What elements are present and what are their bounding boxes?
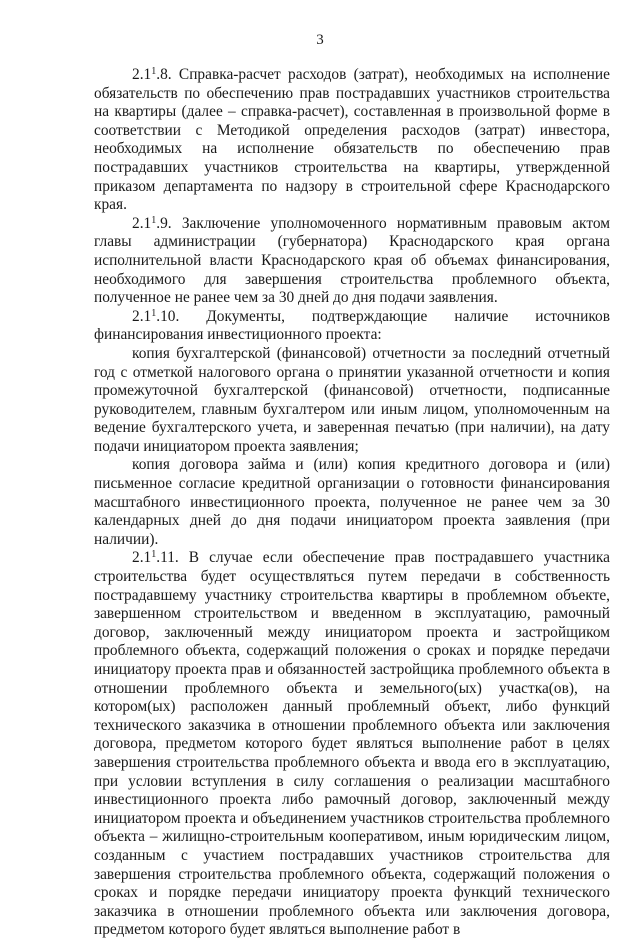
- page-number: 3: [316, 32, 324, 48]
- paragraph: [94, 456, 610, 549]
- paragraph-text: В случае если обеспечение прав пострадавшего участника строительства будет осуществляться путем передачи в собственность пострадавшему участнику строительства квартиры в проблемном объекте, завершенном строительством и введенном в эксплуатацию, рамочный договор, заключенный между инициатором проекта и застройщиком проблемного объекта, содержащий положения о сроках и порядке передачи инициатору проекта прав и обязанностей застройщика проблемного объекта в отношении проблемного объекта и земельного(ых) участка(ов), на котором(ых) расположен данный проблемный объект, либо функций технического заказчика в отношении проблемного объекта или заключения договора, предметом которого будет являться выполнение работ в целях завершения строительства проблемного объекта и ввода его в эксплуатацию, при условии вступления в силу соглашения о реализации масштабного инвестиционного проекта либо рамочный договор, заключенный между инициатором проекта и объединением участников строительства проблемного объекта – жилищно-строительным кооперативом, иным юридическим лицом, созданным с участием пострадавших участников строительства для завершения строительства проблемного объекта, содержащий положения о сроках и порядке передачи инициатору проекта функций технического заказчика в отношении проблемного объекта или заключения договора, предметом которого будет являться выполнение работ в: [94, 549, 610, 939]
- paragraph-text: Заключение уполномоченного нормативным правовым актом главы администрации (губернатора) Краснодарского края органа исполнительной власти Краснодарского края об объемах финансирования, необходимого для завершения строительства проблемного объекта, полученное не ранее чем за 30 дней до дня подачи заявления.: [94, 214, 610, 307]
- paragraph-text: Справка-расчет расходов (затрат), необходимых на исполнение обязательств по обеспечению прав пострадавших участников строительства на квартиры (далее – справка-расчет), составленная в произвольной форме в соответствии с Методикой определения расходов (затрат) инвестора, необходимых на исполнение обязательств по обеспечению прав пострадавших участников строительства на квартиры, утвержденной приказом департамента по надзору в строительной сфере Краснодарского края.: [94, 66, 610, 214]
- clause-suffix: .11.: [156, 549, 179, 567]
- clause-superscript: 1: [151, 66, 157, 77]
- paragraph: [94, 345, 610, 457]
- clause-superscript: 1: [151, 549, 157, 561]
- clause-superscript: 1: [151, 214, 157, 226]
- clause-number: 2.1: [132, 66, 152, 83]
- paragraph-text: копия бухгалтерской (финансовой) отчетности за последний отчетный год с отметкой налогового органа о принятии указанной отчетности и копия промежуточной бухгалтерской (финансовой) отчетности, подписанные руководителем, главным бухгалтером или иным лицом, уполномоченным на ведение бухгалтерского учета, и заверенная печатью (при наличии), на дату подачи инициатором проекта заявления;: [94, 344, 610, 455]
- paragraph: [94, 215, 610, 308]
- clause-number: 2.1: [132, 549, 152, 567]
- paragraph-text: копия договора займа и (или) копия кредитного договора и (или) письменное согласие кредитной организации о готовности финансирования масштабного инвестиционного проекта, полученное не ранее чем за 30 календарных дней до дня подачи инициатором проекта заявления (при наличии).: [94, 456, 610, 548]
- clause-number: 2.1: [132, 307, 152, 325]
- clause-superscript: 1: [151, 307, 157, 319]
- clause-suffix: .10.: [156, 307, 180, 325]
- document-body: [94, 66, 610, 940]
- paragraph: [94, 66, 610, 215]
- clause-number: 2.1: [132, 214, 152, 232]
- clause-suffix: .9.: [156, 214, 172, 232]
- paragraph: [94, 549, 610, 939]
- paragraph-text: Документы, подтверждающие наличие источников финансирования инвестиционного проекта:: [94, 307, 610, 344]
- clause-suffix: .8.: [156, 66, 172, 83]
- paragraph: [94, 308, 610, 345]
